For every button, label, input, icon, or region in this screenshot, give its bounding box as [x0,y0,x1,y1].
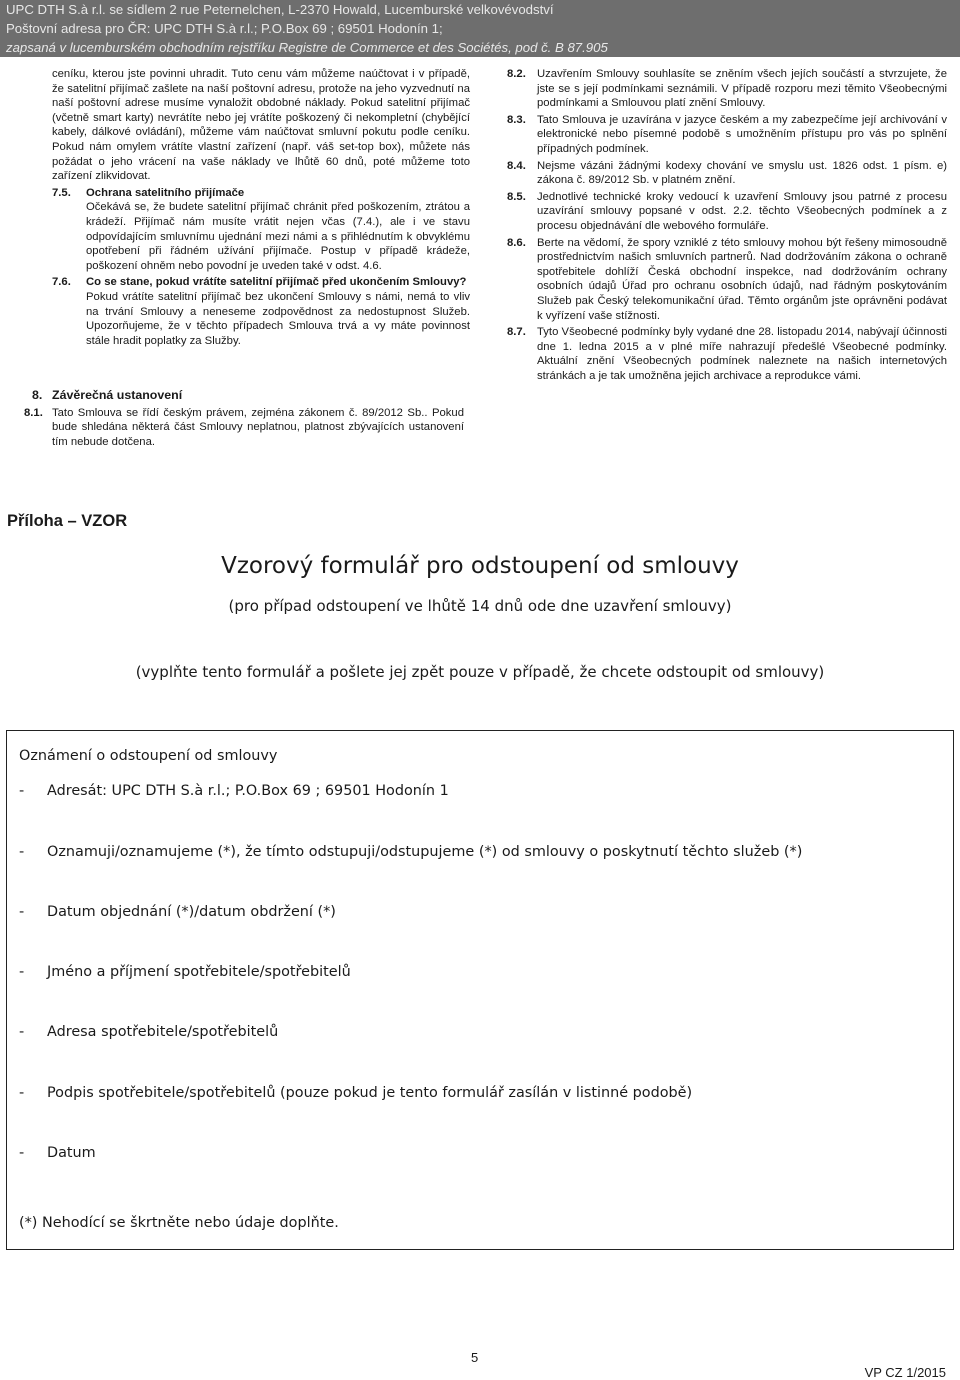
section-7-6 [52,275,470,348]
section-text: Očekává se, že budete satelitní přijímač chránit před poškozením, ztrátou a krádeží. Přijímač nám musíte vrátit nejen včas (7.4.), ale i ve stavu odpovídajícím smluvnímu ujednání mezi námi a s přihlédnutím k obvyklému opotřebení při řádném užívání přijímače. Postup v případě krádeže, poškození ohněm nebo povodní je uveden také v odst. 4.6. [86,201,470,272]
section-number: 8.2. [507,68,526,80]
form-line-addressee: - Adresát: UPC DTH S.à r.l.; P.O.Box 69 ; 69501 Hodonín 1 [19,783,449,799]
section-text: Uzavřením Smlouvy souhlasíte se zněním všech jejích součástí a stvrzujete, že jste se s její podmínkami seznámili. V případě rozporu mezi těmito Všeobecnými podmínkami a Smlouvou platí znění Smlouvy. [537,68,947,110]
section-8-2 [507,67,947,111]
section-7-5 [52,186,470,274]
section-8-4 [507,159,947,188]
section-8-6 [507,236,947,324]
section-text: Tato Smlouva se řídí českým právem, zejména zákonem č. 89/2012 Sb.. Pokud bude shledána některá část Smlouvy neplatnou, platnost zbývajících ustanovení tím nebude dotčena. [52,407,464,448]
header-line-company: UPC DTH S.à r.l. se sídlem 2 rue Peternelchen, L-2370 Howald, Lucemburské velkovévodství [6,2,554,17]
form-line-name: - Jméno a příjmení spotřebitele/spotřebitelů [19,964,351,980]
annex-title: Příloha – VZOR [7,512,128,530]
section-8-3 [507,113,947,157]
form-instructions: (vyplňte tento formulář a pošlete jej zpět pouze v případě, že chcete odstoupit od smlouvy) [135,663,825,681]
form-line-signature: - Podpis spotřebitele/spotřebitelů (pouze pokud je tento formulář zasílán v listinné podobě) [19,1085,693,1101]
section-8-7 [507,325,947,383]
section-8-1 [24,406,464,449]
form-footnote: (*) Nehodící se škrtněte nebo údaje doplňte. [19,1215,339,1231]
section-text: Pokud vrátíte satelitní přijímač bez ukončení Smlouvy s námi, nemá to vliv na trvání Smlouvy a neneseme zodpovědnost za nedostupnost Služeb. Upozorňujeme, že v těchto případech Smlouva trvá a vy máte povinnost stále hradit poplatky za Služby. [86,290,470,347]
form-box-title: Oznámení o odstoupení od smlouvy [19,748,278,764]
document-code: VP CZ 1/2015 [864,1365,946,1380]
section-number: 8.1. [24,407,43,419]
section-text: Nejsme vázáni žádnými kodexy chování ve smyslu ust. 1826 odst. 1 písm. e) zákona č. 89/2012 Sb. v platném znění. [537,159,947,187]
section-text: Tyto Všeobecné podmínky byly vydané dne 28. listopadu 2014, nabývají účinnosti dne 1. ledna 2015 a v plné míře nahrazují předešlé Všeobecné podmínky. Aktuální znění Všeobecných podmínek naleznete na našich internetových stránkách a je tak umožněna jejich archivace a reprodukce vámi. [537,326,947,382]
form-line-order-date: - Datum objednání (*)/datum obdržení (*) [19,904,336,920]
withdrawal-form-box [6,730,954,1250]
company-header [0,0,960,57]
section-heading: Závěrečná ustanovení [52,388,183,402]
section-number: 7.5. [52,186,71,199]
section-number: 7.6. [52,276,71,289]
section-text: Tato Smlouva je uzavírána v jazyce českém a my zabezpečíme její archivování v elektronické nebo písemné podobě s umožněním přístupu pro vás po splnění případných podmínek. [537,113,947,155]
section-text: Berte na vědomí, že spory vzniklé z této smlouvy mohou být řešeny mimosoudně prostřednictvím našich smluvních partnerů. Nad dodržováním zákona o ochraně spotřebitele dohlíží Česká obchodní inspekce, nad dodržováním ochrany osobních údajů Úřad pro ochranu osobních údajů, nad řádným poskytováním Služeb pak Český telekomunikační úřad. Těmto orgánům jste oprávněni podávat k vyřízení vaše stížnosti. [537,236,947,322]
section-heading: Co se stane, pokud vrátíte satelitní přijímač před ukončením Smlouvy? [86,276,467,289]
right-column [507,67,947,385]
section-number: 8.7. [507,326,526,339]
section-number: 8.3. [507,113,526,126]
section-text: Jednotlivé technické kroky vedoucí k uzavření Smlouvy jsou patrné z procesu uzavírání smlouvy popsané v odst. 2.2. těchto Všeobecných podmínek a z procesu objednávání dle webového formuláře. [537,190,947,232]
section-8-5 [507,190,947,234]
section-heading: Ochrana satelitního přijímače [86,186,245,199]
page-number: 5 [471,1350,479,1365]
form-line-date: - Datum [19,1145,96,1161]
form-line-notice: - Oznamuji/oznamujeme (*), že tímto odstupuji/odstupujeme (*) od smlouvy o poskytnutí těchto služeb (*) [19,844,803,860]
section-number: 8.5. [507,190,526,203]
form-subtitle: (pro případ odstoupení ve lhůtě 14 dnů ode dne uzavření smlouvy) [228,597,732,615]
left-column [52,67,470,348]
section-7-4-continuation: ceníku, kterou jste povinni uhradit. Tuto cenu vám můžeme naúčtovat i v případě, že satelitní přijímač zašlete na naší poštovní adresu, protože na jeho vyzvednutí na naší poštovní adrese musíme vynaložit obdobné náklady. Pokud satelitní přijímač (včetně smart karty) nevrátíte nebo jej vrátíte poškozený či nekompletní (chybějící kabely, dálkové ovládání), můžeme vám naúčtovat smluvní pokutu podle ceníku. Pokud nám omylem vrátíte vlastní zařízení (např. váš set-top box), můžete nás požádat o jeho vrácení na vaše náklady ve lhůtě 60 dnů, poté můžeme toto zařízení zlikvidovat. [52,68,470,183]
section-number: 8.4. [507,159,526,172]
form-line-address: - Adresa spotřebitele/spotřebitelů [19,1024,279,1040]
header-line-postal: Poštovní adresa pro ČR: UPC DTH S.à r.l.; P.O.Box 69 ; 69501 Hodonín 1; [6,21,443,36]
section-8-heading [32,388,182,402]
section-number: 8. [32,388,43,402]
header-line-registry: zapsaná v lucemburském obchodním rejstříku Registre de Commerce et des Sociétés, pod č. B 87.905 [6,40,608,55]
section-number: 8.6. [507,236,526,249]
form-title: Vzorový formulář pro odstoupení od smlouvy [221,553,739,579]
